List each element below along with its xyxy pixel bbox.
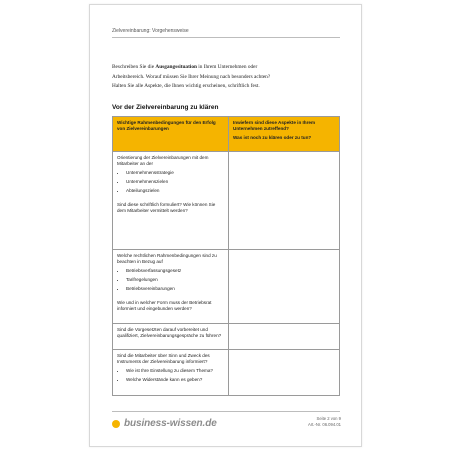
list-item: • Unternehmensstrategie [126,170,224,176]
row-question-cell: Sind die Mitarbeiter über Sinn und Zweck des Instruments der Zielvereinbarung informiert? • Wie ist Ihre Einstellung zu diesem Thema? • Welche Widerstände kann es geben? [113,350,229,396]
list-item: • Abteilungszielen [126,188,224,194]
row-answer-cell[interactable] [229,152,340,250]
row-question-cell: Orientierung der Zielvereinbarungen mit dem Mitarbeiter an der • Unternehmensstrategie • Unternehmenszielen • Abteilungszielen Sind diese schriftlich formuliert? Wie können Sie dem Mitarbeiter vermittelt werden? [113,152,229,250]
footer-meta [308,416,341,428]
bullet-list [117,170,224,194]
list-item: • Welche Widerstände kann es geben? [126,377,224,383]
list-item: • Unternehmenszielen [126,179,224,185]
table-row [113,324,340,350]
page-number: Seite 2 von 9 [316,416,341,421]
row-answer-cell[interactable] [229,324,340,350]
section-title: Vor der Zielvereinbarung zu klären [112,104,219,111]
table-header-left: Wichtige Rahmenbedingungen für den Erfolg von Zielvereinbarungen [113,117,229,152]
logo-dot-icon [112,420,120,428]
table-row [113,250,340,324]
row-answer-cell[interactable] [229,250,340,324]
list-item: • Betriebsverfassungsgesetz [126,268,224,274]
intro-bold-term: Ausgangssituation [155,64,197,70]
document-page [89,4,362,447]
business-wissen-logo [112,418,217,429]
intro-line-1: Beschreiben Sie die Ausgangssituation in Ihrem Unternehmen oder [112,64,258,70]
row-question-cell: Welche rechtlichen Rahmenbedingungen sind zu beachten in Bezug auf • Betriebsverfassungsgesetz • Tarifregelungen • Betriebsvereinbarungen Wie und in welcher Form muss der Betriebsrat informiert und eingebunden werden? [113,250,229,324]
bullet-list [117,268,224,292]
row-question-cell: Sind die Vorgesetzten darauf vorbereitet und qualifiziert, Zielvereinbarungsgespräche zu führen? [113,324,229,350]
logo-text: business-wissen.de [124,418,217,429]
table-row [113,350,340,396]
table-row [113,152,340,250]
article-number: Art.-Nr. 06.094.01 [307,422,341,427]
page-header: Zielvereinbarung: Vorgehensweise [112,28,340,38]
bullet-list [117,368,224,383]
intro-paragraph [112,63,342,92]
table-header-row [113,117,340,152]
intro-line-3: Halten Sie alle Aspekte, die Ihnen wichtig erscheinen, schriftlich fest. [112,83,260,89]
table-header-right: Inwiefern sind diese Aspekte in Ihrem Unternehmen zutreffend? Was ist noch zu klären oder zu tun? [229,117,340,152]
row-answer-cell[interactable] [229,350,340,396]
list-item: • Tarifregelungen [126,277,224,283]
footer-divider [112,411,340,412]
list-item: • Betriebsvereinbarungen [126,286,224,292]
list-item: • Wie ist Ihre Einstellung zu diesem Thema? [126,368,224,374]
checklist-table [112,116,340,396]
intro-line-2: Arbeitsbereich. Worauf müssen Sie Ihrer Meinung nach besonders achten? [112,73,271,80]
